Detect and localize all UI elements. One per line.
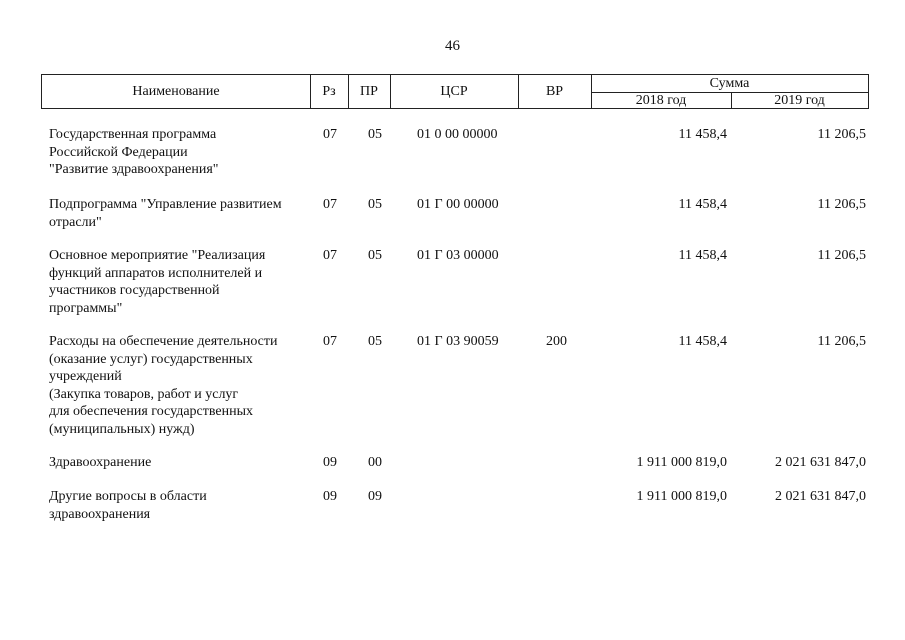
row-pr: 00 bbox=[368, 455, 382, 470]
row-sum-2019: 11 206,5 bbox=[817, 334, 866, 349]
row-name: Подпрограмма "Управление развитием отрасли" bbox=[49, 197, 282, 230]
header-year-2018: 2018 год bbox=[635, 92, 687, 108]
header-sum: Сумма bbox=[709, 75, 750, 91]
row-sum-2018: 1 911 000 819,0 bbox=[636, 489, 727, 504]
row-rz: 09 bbox=[323, 489, 337, 504]
row-rz: 07 bbox=[323, 197, 337, 212]
row-rz: 07 bbox=[323, 248, 337, 263]
header-pr: ПР bbox=[360, 83, 378, 99]
row-csr: 01 Г 03 00000 bbox=[417, 248, 499, 263]
row-sum-2019: 11 206,5 bbox=[817, 127, 866, 142]
row-csr: 01 Г 00 00000 bbox=[417, 197, 499, 212]
row-rz: 07 bbox=[323, 334, 337, 349]
header-name: Наименование bbox=[132, 83, 220, 99]
row-name: Здравоохранение bbox=[49, 455, 152, 470]
header-rz: Рз bbox=[322, 83, 336, 99]
row-pr: 05 bbox=[368, 127, 382, 142]
row-sum-2019: 2 021 631 847,0 bbox=[775, 489, 866, 504]
row-pr: 05 bbox=[368, 334, 382, 349]
row-name: Расходы на обеспечение деятельности (оказание услуг) государственных учреждений (Закупка товаров, работ и услуг для обеспечения государственных (муниципальных) нужд) bbox=[49, 334, 278, 437]
header-vr: ВР bbox=[545, 83, 564, 99]
header-csr: ЦСР bbox=[440, 83, 468, 99]
row-sum-2018: 11 458,4 bbox=[678, 197, 727, 212]
row-sum-2018: 11 458,4 bbox=[678, 127, 727, 142]
row-csr: 01 0 00 00000 bbox=[417, 127, 498, 142]
page-number: 46 bbox=[445, 38, 460, 54]
row-pr: 09 bbox=[368, 489, 382, 504]
row-pr: 05 bbox=[368, 197, 382, 212]
row-rz: 09 bbox=[323, 455, 337, 470]
row-rz: 07 bbox=[323, 127, 337, 142]
row-name: Основное мероприятие "Реализация функций аппаратов исполнителей и участников государственной программы" bbox=[49, 248, 266, 316]
row-pr: 05 bbox=[368, 248, 382, 263]
row-sum-2018: 11 458,4 bbox=[678, 248, 727, 263]
row-sum-2019: 11 206,5 bbox=[817, 248, 866, 263]
row-sum-2018: 11 458,4 bbox=[678, 334, 727, 349]
header-year-2019: 2019 год bbox=[774, 92, 825, 108]
row-sum-2018: 1 911 000 819,0 bbox=[636, 455, 727, 470]
row-name: Государственная программа Российской Федерации "Развитие здравоохранения" bbox=[49, 127, 219, 177]
row-name: Другие вопросы в области здравоохранения bbox=[49, 489, 207, 522]
row-sum-2019: 11 206,5 bbox=[817, 197, 866, 212]
row-csr: 01 Г 03 90059 bbox=[417, 334, 499, 349]
row-sum-2019: 2 021 631 847,0 bbox=[775, 455, 866, 470]
table-header bbox=[41, 74, 869, 109]
row-vr: 200 bbox=[546, 334, 567, 349]
